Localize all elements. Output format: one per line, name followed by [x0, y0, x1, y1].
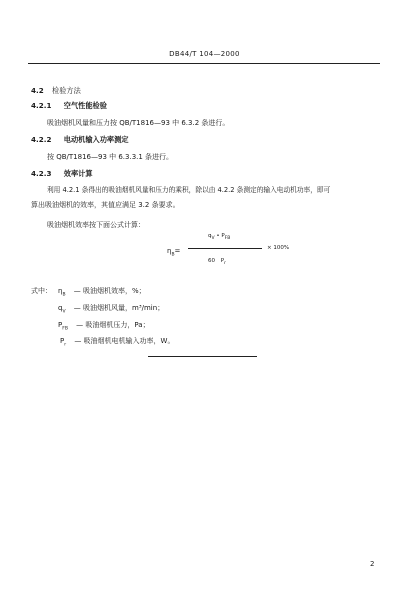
formula-den-60: 60 [208, 258, 215, 264]
where-symbol: P [58, 321, 63, 329]
formula-den-p: P [220, 258, 225, 264]
formula-equals: = [174, 247, 181, 255]
where-intro: 式中： [31, 287, 52, 295]
where-description: — 吸油烟机风量，m³/min； [73, 304, 165, 312]
section-4-2-1-text: 吸油烟机风量和压力按 QB/T1816—93 中 6.3.2 条进行。 [47, 119, 230, 127]
where-symbol: q [58, 304, 63, 312]
section-title: 效率计算 [63, 169, 93, 178]
where-item-eta [58, 286, 146, 297]
end-rule [148, 356, 257, 357]
where-symbol: η [58, 287, 63, 295]
formula-num-q: q [208, 233, 212, 239]
where-symbol-sub: V [62, 309, 66, 315]
where-item-pr [60, 336, 174, 347]
document-header-code: DB44/T 104—2000 [169, 50, 240, 58]
where-item-qv [58, 303, 164, 314]
section-title: 空气性能检验 [63, 101, 107, 110]
section-4-2-2-text: 按 QB/T1816—93 中 6.3.3.1 条进行。 [47, 153, 174, 161]
section-number: 4.2.2 [31, 135, 52, 144]
formula-lhs [167, 247, 180, 257]
section-title: 电动机输入功率测定 [63, 135, 129, 144]
formula-fraction-bar [188, 248, 262, 249]
section-number: 4.2.3 [31, 169, 52, 178]
formula-multiplier: × 100% [267, 245, 290, 251]
where-symbol-sub: B [62, 292, 66, 298]
formula-den-p-sub: r [224, 261, 226, 267]
formula-numerator [208, 233, 230, 241]
where-symbol: P [60, 337, 65, 345]
where-item-pfb [58, 320, 150, 331]
section-title: 检验方法 [52, 86, 81, 95]
section-4-2-3-line1: 利用 4.2.1 条得出的吸油烟机风量和压力的乘积，除以由 4.2.2 条测定的输入电动机功率，即可 [47, 186, 331, 194]
section-number: 4.2.1 [31, 101, 52, 110]
where-description: — 吸油烟机效率，%； [73, 287, 146, 295]
page-number: 2 [370, 560, 375, 568]
formula-num-mid: • P [214, 233, 225, 239]
section-4-2-2 [31, 135, 128, 145]
section-4-2-3-line2: 算出吸油烟机的效率，其值应满足 3.2 条要求。 [31, 201, 180, 209]
header-rule [28, 63, 380, 64]
section-4-2-3-line3: 吸油烟机效率按下面公式计算： [47, 221, 145, 229]
where-description: — 吸油烟机电机输入功率，W。 [74, 337, 175, 345]
formula-eta-sub: B [171, 252, 175, 258]
formula-eta: η [167, 247, 172, 255]
formula-num-q-sub: V [211, 236, 215, 242]
formula-denominator [208, 258, 226, 266]
section-4-2-1 [31, 101, 107, 111]
section-4-2 [31, 86, 81, 96]
section-4-2-3 [31, 169, 93, 179]
where-description: — 吸油烟机压力，Pa； [76, 321, 150, 329]
section-number: 4.2 [31, 86, 44, 95]
formula-num-p-sub: FB [224, 236, 231, 242]
where-symbol-sub: FB [62, 326, 68, 332]
where-symbol-sub: r [64, 342, 67, 348]
